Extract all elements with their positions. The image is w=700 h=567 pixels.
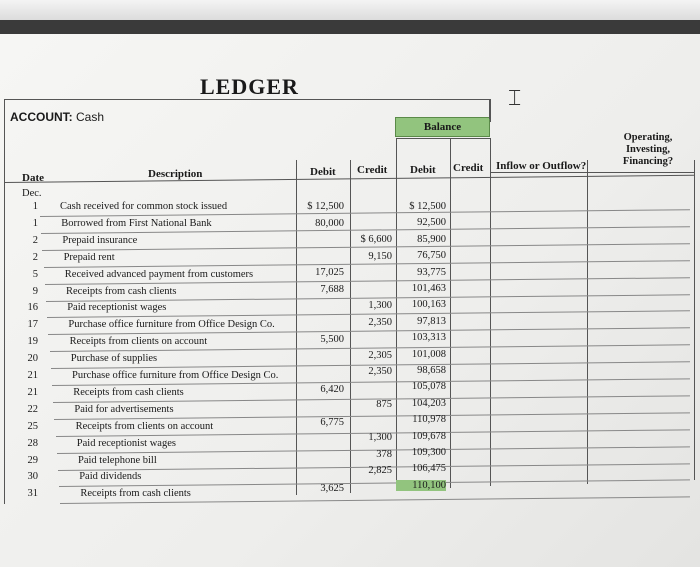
row-balance: $ 12,500 [409,201,446,212]
row-description: Received advanced payment from customers [64,268,254,280]
row-balance: 100,163 [411,299,446,311]
row-description: Purchase office furniture from Office Design Co. [72,370,279,381]
row-description: Receipts from clients on account [69,336,208,348]
row-balance: 110,100 [396,480,446,491]
text-cursor-icon: ⌶ [508,86,522,111]
row-balance: 85,900 [417,233,446,245]
row-description: Purchase of supplies [70,353,158,365]
row-balance: 104,203 [411,397,446,409]
row-date: 28 [27,437,38,449]
grid-line [4,99,5,504]
row-credit: 875 [376,399,392,410]
ledger-title: LEDGER [200,74,299,99]
account-label: ACCOUNT: [10,110,73,124]
row-credit: 2,825 [368,465,392,476]
account-name: Cash [76,110,105,124]
row-date: 20 [27,353,38,365]
row-description: Receipts from cash clients [80,488,191,500]
row-debit: 6,420 [320,383,344,395]
header-debit: Debit [310,166,336,178]
row-balance: 76,750 [417,250,446,262]
classification-line-3: Financing? [622,156,674,167]
row-debit: 5,500 [320,333,344,345]
row-credit: 2,350 [368,316,392,328]
row-date: 29 [27,454,38,466]
balance-header: Balance [395,117,490,137]
row-description: Paid telephone bill [78,454,157,466]
row-date: 25 [27,420,38,432]
window-dark-strip [0,20,700,34]
classification-line-1: Operating, [623,132,673,143]
row-date: 2 [32,234,38,246]
row-credit: 2,305 [368,349,392,361]
row-date: 1 [32,201,38,212]
row-credit: 2,350 [368,366,392,377]
row-date: 9 [32,285,38,297]
grid-line [489,99,490,119]
row-credit: 378 [376,448,392,460]
row-description: Paid for advertisements [74,403,174,415]
header-balance-debit: Debit [410,164,436,176]
header-description: Description [148,168,203,180]
row-date: 19 [27,336,38,348]
row-debit: $ 12,500 [307,201,344,212]
row-balance: 97,813 [417,315,446,327]
header-date: Date [22,172,44,184]
row-description: Paid receptionist wages [76,437,176,449]
row-date: 5 [32,268,38,280]
row-description: Purchase office furniture from Office Design Co. [68,319,275,331]
row-balance: 103,313 [411,332,446,344]
grid-line [396,138,490,139]
grid-line [587,160,588,484]
row-balance: 92,500 [417,217,446,229]
row-debit: 3,625 [320,483,344,495]
classification-line-2: Investing, [625,144,671,155]
row-debit: 7,688 [320,284,344,295]
row-balance: 106,475 [411,463,446,475]
row-description: Receipts from clients on account [75,420,214,432]
row-date: 16 [27,302,38,314]
row-balance: 98,658 [417,365,446,376]
row-date: 22 [27,403,38,415]
row-description: Paid dividends [79,471,142,483]
row-date: 1 [32,217,38,229]
classification-header [608,132,688,168]
account-line [10,110,104,124]
row-balance: 109,678 [411,430,446,442]
row-balance: 109,300 [411,447,446,458]
row-credit: 1,300 [368,432,392,443]
row-balance: 101,463 [411,283,446,294]
row-description: Borrowed from First National Bank [61,217,212,229]
row-description: Receipts from cash clients [73,386,184,398]
row-date: 30 [27,471,38,483]
row-balance: 105,078 [411,381,446,393]
row-balance: 101,008 [411,348,446,360]
grid-line [490,172,694,173]
row-balance: 93,775 [417,266,446,278]
month-label: Dec. [22,188,42,199]
row-date: 2 [32,251,38,263]
header-flow: Inflow or Outflow? [496,160,587,172]
header-balance-credit: Credit [453,162,484,174]
row-debit: 17,025 [315,267,344,279]
window-top-bar [0,0,700,20]
row-description: Cash received for common stock issued [60,201,228,212]
row-credit: 1,300 [368,300,392,311]
row-description: Receipts from cash clients [66,285,177,297]
row-date: 21 [27,370,38,381]
row-balance: 110,978 [412,414,446,426]
grid-line [694,160,695,480]
row-debit: 6,775 [320,416,344,428]
row-date: 31 [27,488,38,500]
header-credit: Credit [357,164,388,176]
row-credit: 9,150 [368,250,392,262]
row-date: 17 [27,319,38,331]
row-description: Paid receptionist wages [67,302,167,314]
row-credit: $ 6,600 [360,234,392,245]
row-debit: 80,000 [315,217,344,229]
row-description: Prepaid rent [63,251,115,263]
row-date: 21 [27,386,38,398]
row-description: Prepaid insurance [62,234,138,246]
